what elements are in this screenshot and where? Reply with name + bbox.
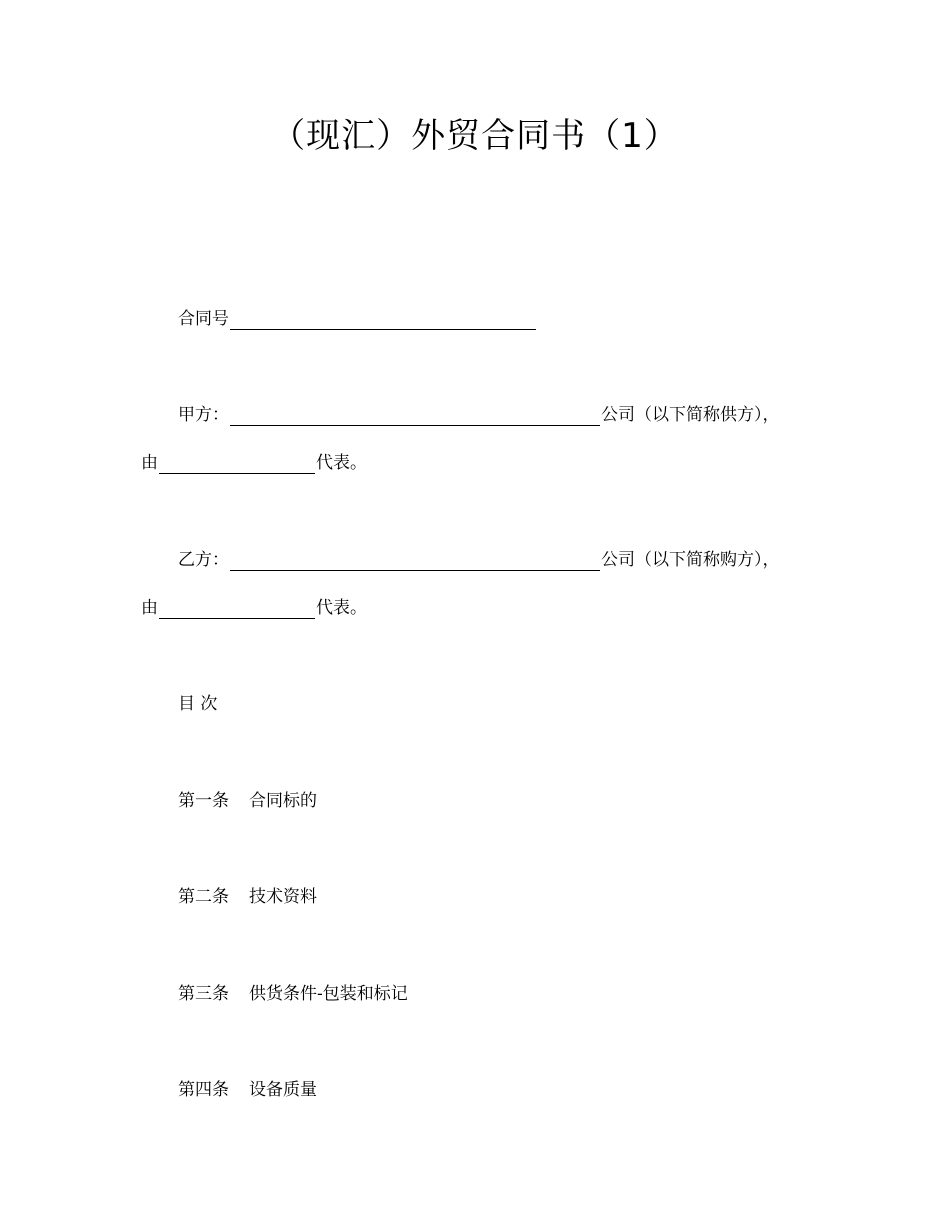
article-number: 第四条 xyxy=(178,1080,229,1100)
party-a-line xyxy=(178,403,780,427)
party-b-by-prefix: 由 xyxy=(141,598,158,618)
party-a-by-prefix: 由 xyxy=(141,453,158,473)
toc-heading xyxy=(178,692,217,716)
party-a-rep-line xyxy=(141,451,367,475)
article-title: 合同标的 xyxy=(249,791,317,811)
article-number: 第三条 xyxy=(178,984,229,1004)
party-b-label: 乙方： xyxy=(178,550,229,570)
toc-item xyxy=(178,1078,317,1102)
toc-heading-text: 目 次 xyxy=(178,694,218,714)
party-a-representative-field[interactable] xyxy=(159,453,315,474)
party-a-company-field[interactable] xyxy=(230,405,600,426)
party-a-company-suffix: 公司（以下简称供方）， xyxy=(601,405,780,425)
toc-item xyxy=(178,885,317,909)
article-title: 供货条件-包装和标记 xyxy=(249,984,408,1004)
article-number: 第二条 xyxy=(178,887,229,907)
party-b-by-suffix: 代表。 xyxy=(316,598,367,618)
party-b-rep-line xyxy=(141,596,367,620)
article-number: 第一条 xyxy=(178,791,229,811)
toc-item xyxy=(178,789,317,813)
contract-number-label: 合同号 xyxy=(178,309,229,329)
party-a-label: 甲方： xyxy=(178,405,229,425)
contract-number-field[interactable] xyxy=(230,309,536,330)
party-b-company-field[interactable] xyxy=(230,550,600,571)
document-title: （现汇）外贸合同书（1） xyxy=(271,116,679,156)
toc-item xyxy=(178,982,408,1006)
party-b-representative-field[interactable] xyxy=(159,598,315,619)
party-b-line xyxy=(178,548,780,572)
party-b-company-suffix: 公司（以下简称购方）， xyxy=(601,550,780,570)
article-title: 设备质量 xyxy=(249,1080,317,1100)
article-title: 技术资料 xyxy=(249,887,317,907)
party-a-by-suffix: 代表。 xyxy=(316,453,367,473)
contract-number-line xyxy=(178,307,537,331)
